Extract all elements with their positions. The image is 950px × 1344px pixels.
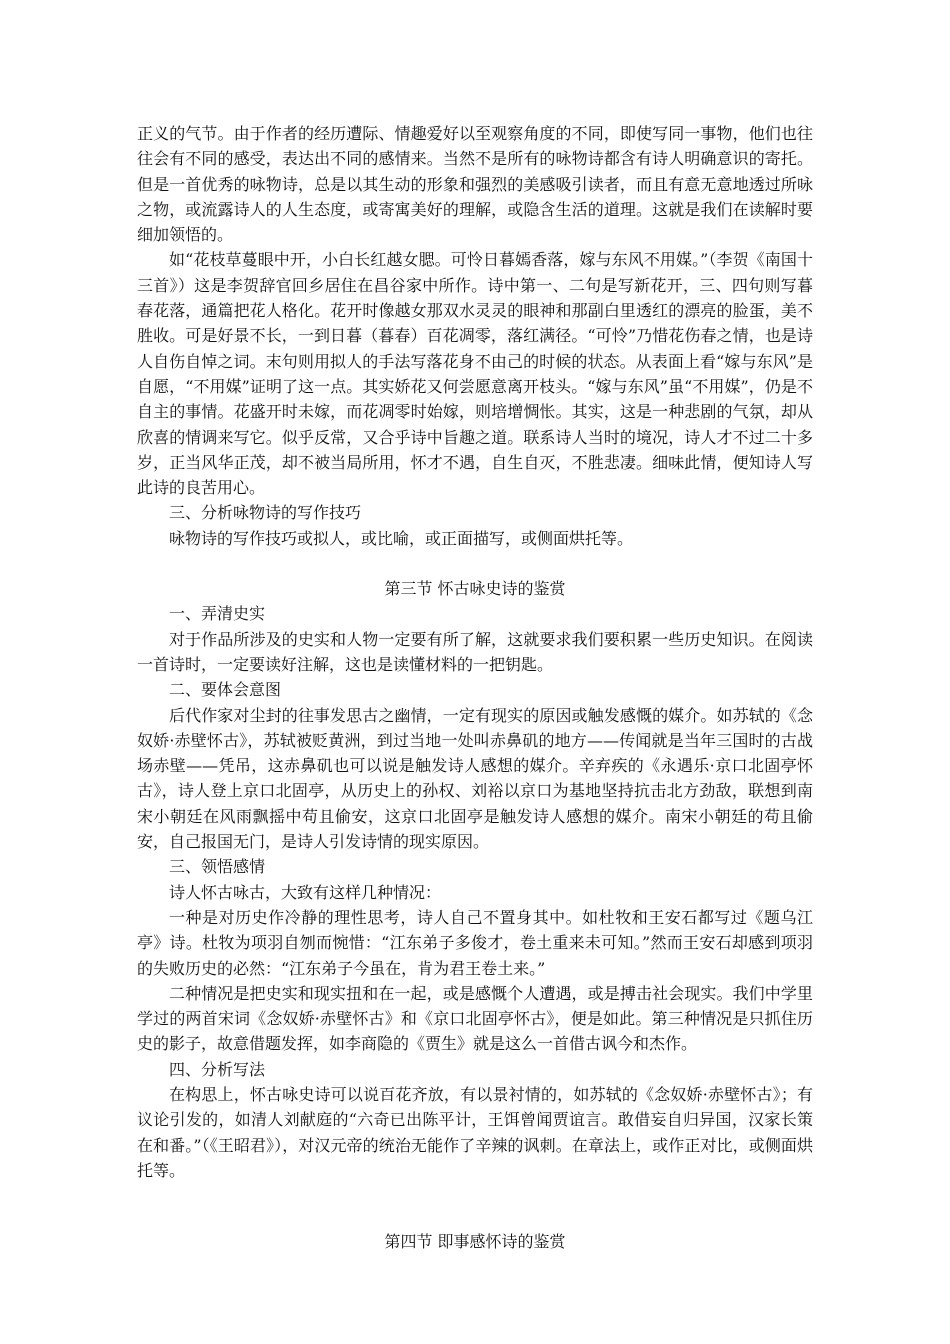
paragraph-li-he-example: 如“花枝草蔓眼中开，小白长红越女腮。可怜日暮嫣香落，嫁与东风不用媒。”（李贺《南国十三首》）这是李贺辞官回乡居住在昌谷家中所作。诗中第一、二句是写新花开，三、四句则写暮春花落，通篇把花人格化。花开时像越女那双水灵灵的眼神和那副白里透红的漂亮的脸蛋，美不胜收。可是好景不长，一到日暮（暮春）百花凋零，落红满径。“可怜”乃惜花伤春之情，也是诗人自伤自悼之词。末句则用拟人的手法写落花身不由己的时候的状态。从表面上看“嫁与东风”是自愿，“不用媒”证明了这一点。其实娇花又何尝愿意离开枝头。“嫁与东风”虽“不用媒”，仍是不自主的事情。花盛开时未嫁，而花凋零时始嫁，则培增惆怅。其实，这是一种悲剧的气氛，却从欣喜的情调来写它。似乎反常，又合乎诗中旨趣之道。联系诗人当时的境况，诗人才不过二十多岁，正当风华正茂，却不被当局所用，怀才不遇，自生自灭，不胜悲凄。细味此情，便知诗人写此诗的良苦用心。 [137,250,813,498]
paragraph-intro-continued: 正义的气节。由于作者的经历遭际、情趣爱好以至观察角度的不同，即使写同一事物，他们也往往会有不同的感受，表达出不同的感情来。当然不是所有的咏物诗都含有诗人明确意识的寄托。但是一首优秀的咏物诗，总是以其生动的形象和强烈的美感吸引读者，而且有意无意地透过所咏之物，或流露诗人的人生态度，或寄寓美好的理解，或隐含生活的道理。这就是我们在读解时要细加领悟的。 [137,124,813,245]
paragraph-emotion-intro: 诗人怀古咏古，大致有这样几种情况： [169,882,442,902]
heading-history-facts: 一、弄清史实 [169,604,266,624]
paragraph-intention: 后代作家对尘封的往事发思古之幽情，一定有现实的原因或触发感慨的媒介。如苏轼的《念奴娇·赤壁怀古》，苏轼被贬黄洲，到过当地一处叫赤鼻矶的地方——传闻就是当年三国时的古战场赤壁——凭吊，这赤鼻矶也可以说是触发诗人感想的媒介。辛弃疾的《永遇乐·京口北固亭怀古》，诗人登上京口北固亭，从历史上的孙权、刘裕以京口为基地坚持抗击北方劲敌，联想到南宋小朝廷在风雨飘摇中苟且偷安，这京口北固亭是触发诗人感想的媒介。南宋小朝廷的苟且偷安，自己报国无门，是诗人引发诗情的现实原因。 [137,705,813,852]
document-body [137,121,813,1254]
paragraph-emotion-case-1: 一种是对历史作冷静的理性思考，诗人自己不置身其中。如杜牧和王安石都写过《题乌江亭》诗。杜牧为项羽自刎而惋惜：“江东弟子多俊才，卷土重来未可知。”然而王安石却感到项羽的失败历史的必然：“江东弟子今虽在，肯为君王卷土来。” [137,907,813,978]
section-title-4: 第四节 即事感怀诗的鉴赏 [384,1232,566,1252]
paragraph-analyze-method: 在构思上，怀古咏史诗可以说百花齐放，有以景衬情的，如苏轼的《念奴娇·赤壁怀古》；有议论引发的，如清人刘献庭的“六奇已出陈平计，王饵曾闻贾谊言。敢借妄自归异国，汉家长策在和番。”（《王昭君》），对汉元帝的统治无能作了辛辣的讽刺。在章法上，或作正对比，或侧面烘托等。 [137,1084,813,1180]
section-title-3: 第三节 怀古咏史诗的鉴赏 [384,579,566,599]
heading-analyze-method: 四、分析写法 [169,1059,266,1079]
paragraph-techniques: 咏物诗的写作技巧或拟人，或比喻，或正面描写，或侧面烘托等。 [169,528,634,548]
paragraph-emotion-case-2: 二种情况是把史实和现实扭和在一起，或是感慨个人遭遇，或是搏击社会现实。我们中学里学过的两首宋词《念奴娇·赤壁怀古》和《京口北固亭怀古》，便是如此。第三种情况是只抓住历史的影子，故意借题发挥，如李商隐的《贾生》就是这么一首借古讽今和杰作。 [137,983,813,1054]
heading-writing-techniques: 三、分析咏物诗的写作技巧 [169,503,362,523]
heading-emotion: 三、领悟感情 [169,857,266,877]
heading-intention: 二、要体会意图 [169,680,282,700]
paragraph-history-facts: 对于作品所涉及的史实和人物一定要有所了解，这就要求我们要积累一些历史知识。在阅读一首诗时，一定要读好注解，这也是读懂材料的一把钥匙。 [137,629,813,674]
